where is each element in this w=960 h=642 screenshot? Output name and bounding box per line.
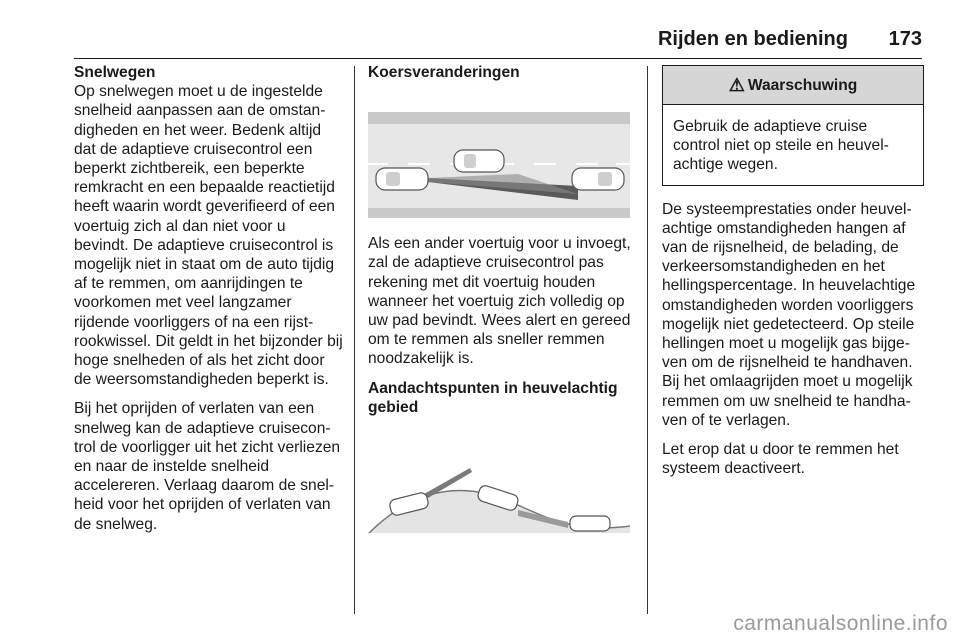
- lane-change-illustration: [368, 112, 630, 218]
- hill-driving-drawing: [368, 445, 630, 533]
- page-number: 173: [888, 28, 922, 50]
- hill-driving-illustration: [368, 445, 630, 533]
- warning-triangle-icon: ⚠: [728, 75, 745, 95]
- lane-change-drawing: [368, 112, 630, 218]
- page-header: [74, 28, 922, 58]
- column-1: [74, 63, 344, 534]
- paragraph: Als een ander voertuig voor u invoegt, zal de adaptieve cruisecontrol pas rekening met dit voertuig houden wanneer het voertuig zich volledig op uw pad bevindt. Wees alert en gereed om te remmen als sneller remmen noodzakelijk is.: [368, 235, 631, 368]
- section-heading-koersveranderingen: Koersveranderingen: [368, 64, 520, 81]
- warning-title: Waarschuwing: [747, 77, 858, 94]
- column-3: [662, 63, 924, 478]
- watermark-text: carmanualsonline.info: [733, 612, 948, 635]
- column-divider: [647, 66, 648, 614]
- column-divider: [354, 66, 355, 614]
- paragraph: Bij het oprijden of verlaten van een snelweg kan de adaptieve cruisecontrol de voorligger uit het zicht verliezen en naar de instelde snelheid accelereren. Verlaag daarom de snelheid voor het oprijden of verlaten van de snelweg.: [74, 400, 341, 533]
- chapter-title: Rijden en bediening: [657, 28, 848, 50]
- warning-box: [662, 65, 924, 186]
- paragraph: Let erop dat u door te remmen het systeem deactiveert.: [662, 441, 899, 478]
- header-rule: [74, 58, 922, 59]
- section-heading-heuvelachtig: Aandachtspunten in heuvelachtig gebied: [368, 379, 618, 416]
- warning-body: Gebruik de adaptieve cruise control niet op steile en heuvelachtige wegen.: [673, 118, 889, 174]
- section-heading-snelwegen: Snelwegen: [74, 64, 156, 81]
- warning-header: [663, 66, 923, 105]
- column-2: [368, 63, 634, 533]
- paragraph: Op snelwegen moet u de ingestelde snelheid aanpassen aan de omstandigheden en het weer. Bedenk altijd dat de adaptieve cruisecontrol een beperkt zichtbereik, een beperkte remkracht en een bepaalde reactietijd heeft waarin wordt geverifieerd of een voertuig zich al dan niet voor u bevindt. De adaptieve cruisecontrol is mogelijk niet in staat om de auto tijdig af te remmen, om aanrijdingen te voorkomen met veel langzamer rijdende voorliggers of na een rijstrookwissel. Dit geldt in het bijzonder bij hoge snelheden of als het zicht door de weersomstandigheden beperkt is.: [74, 83, 343, 389]
- paragraph: De systeemprestaties onder heuvelachtige omstandigheden hangen af van de rijsnelheid, de belading, de verkeersomstandigheden en het hellingspercentage. In heuvelachtige omstandigheden worden voorliggers mogelijk niet gedetecteerd. Op steile hellingen moet u mogelijk gas bijgeven om de rijsnelheid te handhaven. Bij het omlaagrijden moet u mogelijk remmen om uw snelheid te handhaven of te verlagen.: [662, 200, 916, 429]
